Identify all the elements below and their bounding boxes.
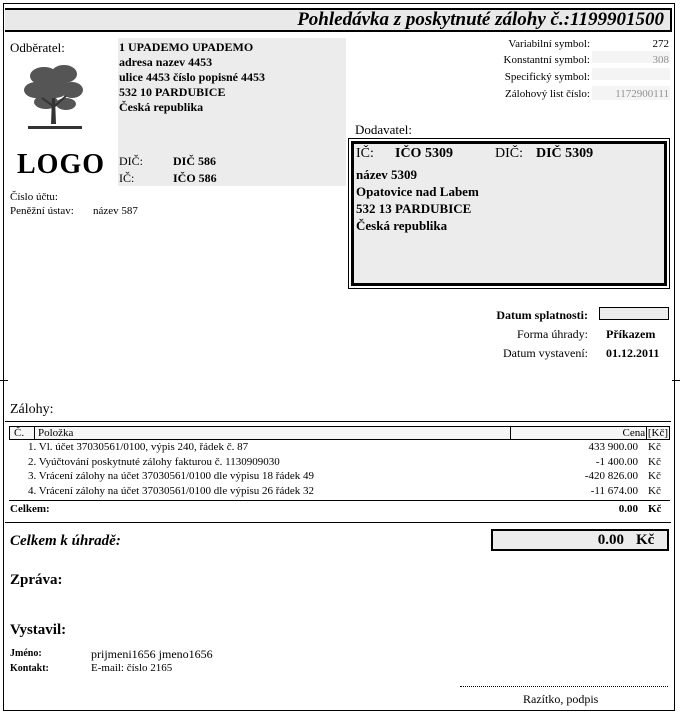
dodavatel-country: Česká republika (356, 218, 448, 233)
item-row-1-text: 1. Vl. účet 37030561/0100, výpis 240, řádek č. 87 (28, 441, 249, 453)
item-row-3-text: 3. Vrácení zálohy na účet 37030561/0100 dle výpisu 18 řádek 49 (28, 470, 314, 482)
odberatel-ic-label: IČ: (119, 171, 135, 185)
specificky-symbol-label: Specifický symbol: (504, 71, 590, 83)
odberatel-address (119, 40, 265, 115)
datum-splatnosti-label: Datum splatnosti: (496, 308, 588, 322)
odberatel-country: Česká republika (119, 100, 204, 114)
total-rule (9, 500, 670, 501)
col-no-header: Č. (14, 427, 25, 439)
variabilni-symbol-label: Variabilní symbol: (508, 38, 590, 50)
penezni-ustav-value: název 587 (93, 205, 138, 217)
dodavatel-label: Dodavatel: (355, 122, 413, 137)
item-row-4-currency: Kč (648, 485, 661, 497)
dodavatel-street: Opatovice nad Labem (356, 184, 479, 199)
item-row-2-amount: -1 400.00 (595, 456, 638, 468)
cislo-uctu-label: Číslo účtu: (10, 191, 58, 203)
dodavatel-name: název 5309 (356, 167, 418, 182)
celkem-k-uhrade-label: Celkem k úhradě: (10, 533, 121, 549)
zprava-label: Zpráva: (10, 572, 63, 588)
odberatel-ic-value: IČO 586 (173, 171, 217, 185)
col-price-header: Cena [Kč] (622, 427, 668, 439)
variabilni-symbol-value: 272 (652, 38, 669, 50)
odberatel-city: 532 10 PARDUBICE (119, 85, 226, 99)
logo-text: LOGO (17, 149, 106, 180)
jmeno-label: Jméno: (10, 648, 42, 659)
item-row-1-currency: Kč (648, 441, 661, 453)
celkem-currency: Kč (648, 503, 662, 515)
kontakt-label: Kontakt: (10, 663, 49, 674)
kontakt-value: E-mail: číslo 2165 (91, 662, 173, 674)
celkem-label: Celkem: (10, 503, 50, 515)
celkem-k-uhrade-amount: 0.00 (597, 532, 624, 548)
item-row-3-amount: -420 826.00 (584, 470, 638, 482)
dodavatel-dic-value: DIČ 5309 (536, 146, 594, 161)
celkem-k-uhrade-currency: Kč (636, 532, 655, 548)
dodavatel-ic-value: IČO 5309 (395, 146, 453, 161)
signature-line (460, 686, 668, 687)
section-rule (5, 522, 671, 523)
konstantni-symbol-label: Konstantní symbol: (503, 54, 590, 66)
fold-mark-left (0, 380, 8, 381)
item-row-3-currency: Kč (648, 470, 661, 482)
penezni-ustav-label: Peněžní ústav: (10, 205, 74, 217)
item-row-2-text: 2. Vyúčtování poskytnuté zálohy fakturou č. 1130909030 (28, 456, 280, 468)
header-divider-2 (510, 426, 511, 440)
zalohovy-shade (592, 86, 670, 100)
forma-uhrady-value: Příkazem (606, 327, 656, 341)
dodavatel-city: 532 13 PARDUBICE (356, 201, 472, 216)
odberatel-label: Odběratel: (10, 40, 65, 55)
zalohovy-list-label: Zálohový list číslo: (505, 88, 590, 100)
zalohy-heading: Zálohy: (10, 402, 54, 417)
odberatel-address2: ulice 4453 číslo popisné 4453 (119, 70, 266, 84)
specificky-shade (592, 68, 670, 80)
odberatel-address1: adresa nazev 4453 (119, 55, 213, 69)
odberatel-dic-value: DIČ 586 (173, 154, 217, 168)
dodavatel-address (356, 166, 479, 234)
dodavatel-ic-label: IČ: (356, 146, 374, 161)
celkem-amount: 0.00 (618, 503, 638, 515)
dodavatel-dic-label: DIČ: (495, 146, 523, 161)
fold-mark-right (672, 380, 680, 381)
item-row-4-text: 4. Vrácení zálohy na účet 37030561/0100 dle výpisu 26 řádek 32 (28, 485, 314, 497)
datum-vystaveni-value: 01.12.2011 (606, 346, 660, 360)
tree-logo-icon (22, 62, 88, 136)
jmeno-value: prijmeni1656 jmeno1656 (91, 647, 213, 661)
header-divider-1 (34, 426, 35, 440)
item-row-2-currency: Kč (648, 456, 661, 468)
datum-splatnosti-value (599, 307, 669, 320)
odberatel-name: 1 UPADEMO UPADEMO (119, 40, 254, 54)
col-item-header: Položka (38, 427, 74, 439)
odberatel-dic-label: DIČ: (119, 154, 143, 168)
datum-vystaveni-label: Datum vystavení: (503, 346, 588, 360)
konstantni-shade (592, 51, 670, 63)
item-row-4-amount: -11 674.00 (590, 485, 638, 497)
item-row-1-amount: 433 900.00 (588, 441, 638, 453)
forma-uhrady-label: Forma úhrady: (517, 327, 588, 341)
vystavil-label: Vystavil: (10, 622, 67, 638)
zalohy-rule-top (5, 421, 671, 422)
document-title: Pohledávka z poskytnuté zálohy č.:1199901500 (297, 9, 664, 30)
signature-label: Razítko, podpis (523, 692, 599, 706)
